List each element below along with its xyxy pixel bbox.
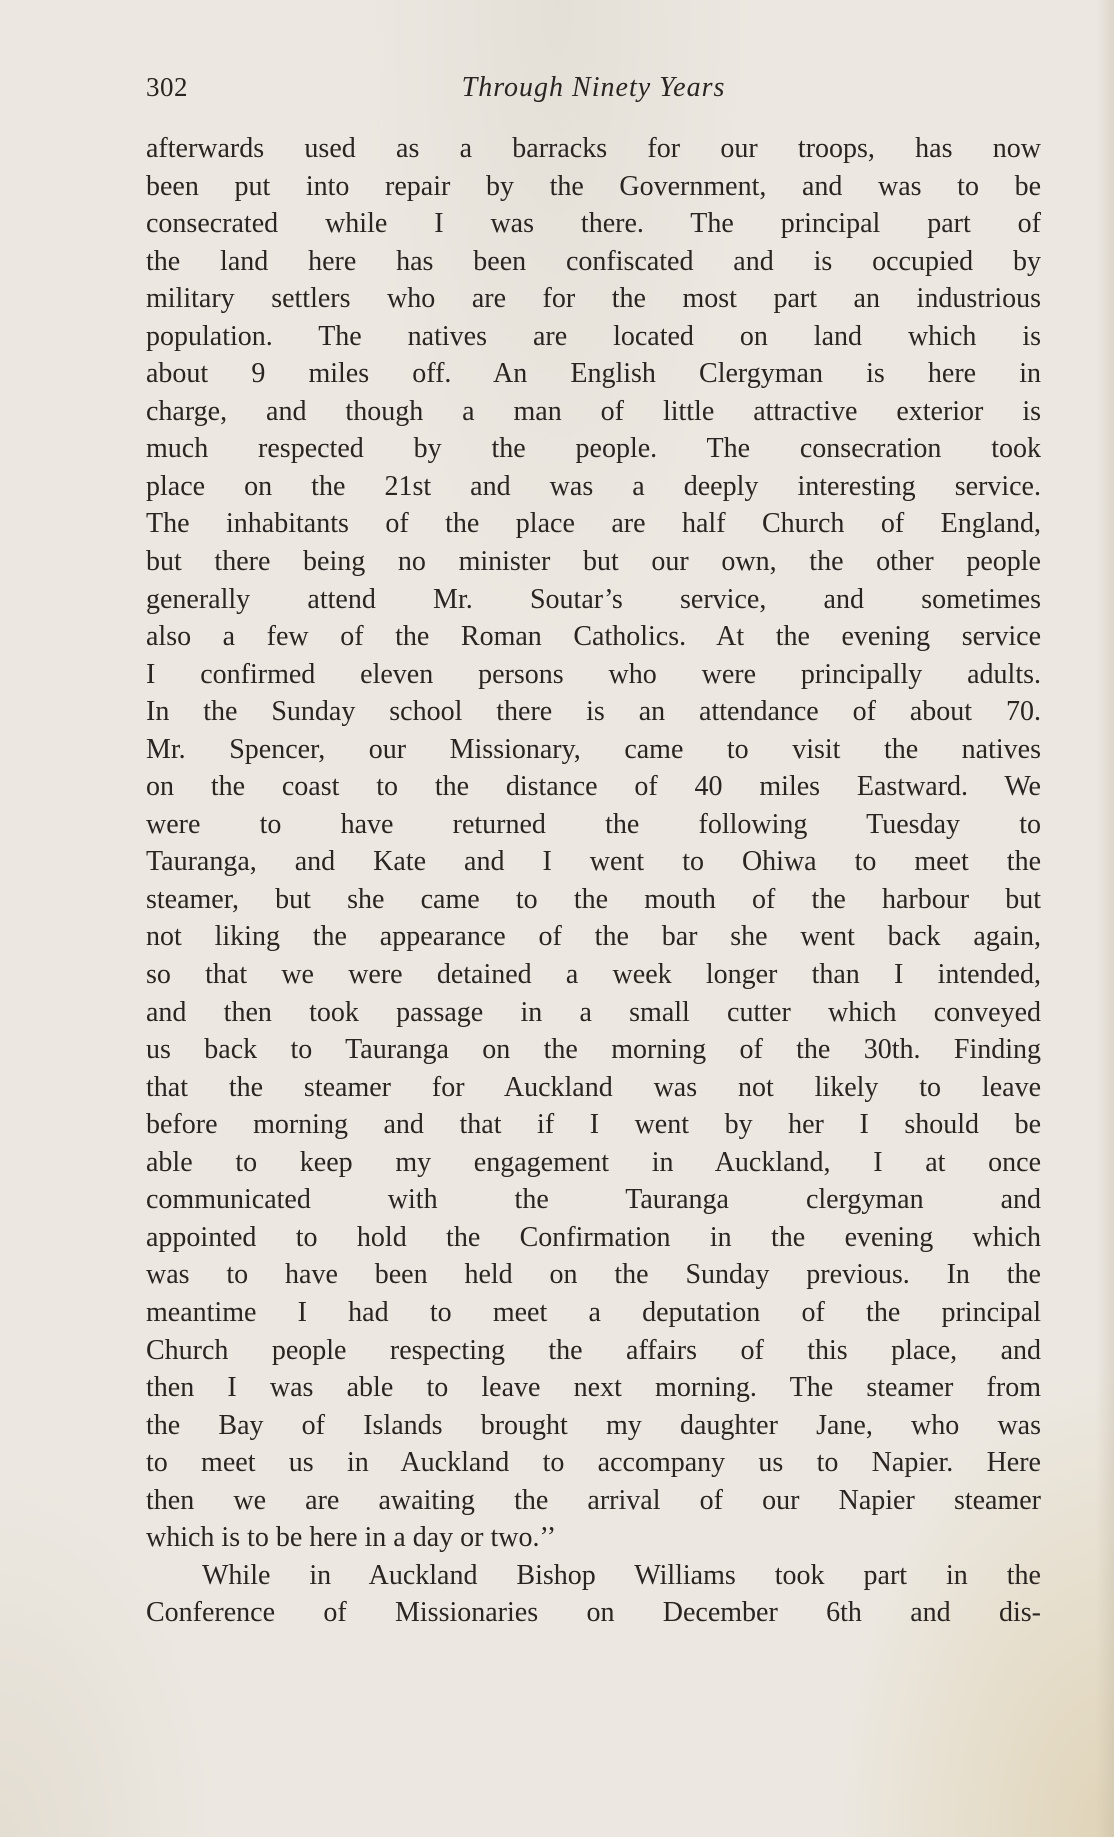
text-line: Tauranga, and Kate and I went to Ohiwa to meet the — [146, 846, 1041, 878]
text-line: appointed to hold the Confirmation in the evening which — [146, 1221, 1041, 1253]
text-line: and then took passage in a small cutter which conveyed — [146, 996, 1041, 1028]
text-line: that the steamer for Auckland was not likely to leave — [146, 1071, 1041, 1103]
text-line: the land here has been confiscated and is occupied by — [146, 245, 1041, 277]
text-line: place on the 21st and was a deeply interesting service. — [146, 470, 1041, 502]
text-line: Mr. Spencer, our Missionary, came to visit the natives — [146, 733, 1041, 765]
text-line: before morning and that if I went by her I should be — [146, 1109, 1041, 1141]
text-line: Church people respecting the affairs of this place, and — [146, 1334, 1041, 1366]
text-line: military settlers who are for the most part an industrious — [146, 283, 1041, 315]
page-number: 302 — [146, 72, 188, 102]
text-line: were to have returned the following Tuesday to — [146, 808, 1041, 840]
text-line: steamer, but she came to the mouth of the harbour but — [146, 883, 1041, 915]
text-line: been put into repair by the Government, and was to be — [146, 170, 1041, 202]
text-line: then I was able to leave next morning. The steamer from — [146, 1372, 1041, 1404]
page-edge-shadow — [1096, 0, 1114, 1837]
text-line: meantime I had to meet a deputation of the principal — [146, 1296, 1041, 1328]
text-line: on the coast to the distance of 40 miles Eastward. We — [146, 771, 1041, 803]
text-line: not liking the appearance of the bar she went back again, — [146, 921, 1041, 953]
text-line: population. The natives are located on land which is — [146, 320, 1041, 352]
text-line: The inhabitants of the place are half Church of England, — [146, 508, 1041, 540]
running-title: Through Ninety Years — [461, 72, 726, 103]
text-line: the Bay of Islands brought my daughter Jane, who was — [146, 1409, 1041, 1441]
text-line: which is to be here in a day or two.’’ — [146, 1522, 557, 1554]
text-line: much respected by the people. The consecration took — [146, 433, 1041, 465]
text-line: about 9 miles off. An English Clergyman is here in — [146, 358, 1041, 390]
text-line: us back to Tauranga on the morning of the 30th. Finding — [146, 1034, 1041, 1066]
text-line: but there being no minister but our own, the other people — [146, 546, 1041, 578]
text-line: so that we were detained a week longer than I intended, — [146, 959, 1041, 991]
text-line: was to have been held on the Sunday previous. In the — [146, 1259, 1041, 1291]
text-line: afterwards used as a barracks for our troops, has now — [146, 133, 1041, 164]
text-line: to meet us in Auckland to accompany us to Napier. Here — [146, 1447, 1041, 1479]
text-line: Conference of Missionaries on December 6th and dis- — [146, 1597, 1041, 1629]
text-line: generally attend Mr. Soutar’s service, and sometimes — [146, 583, 1041, 615]
text-line: While in Auckland Bishop Williams took part in the — [202, 1559, 1041, 1591]
body-text — [146, 130, 1041, 1632]
text-line: I confirmed eleven persons who were principally adults. — [146, 658, 1041, 690]
text-line: also a few of the Roman Catholics. At the evening service — [146, 621, 1041, 653]
text-line: then we are awaiting the arrival of our Napier steamer — [146, 1484, 1041, 1516]
text-line: In the Sunday school there is an attendance of about 70. — [146, 696, 1041, 728]
text-line: communicated with the Tauranga clergyman and — [146, 1184, 1041, 1216]
text-line: charge, and though a man of little attractive exterior is — [146, 395, 1041, 427]
running-head — [146, 72, 1041, 112]
text-line: able to keep my engagement in Auckland, I at once — [146, 1146, 1041, 1178]
text-line: consecrated while I was there. The principal part of — [146, 208, 1041, 240]
